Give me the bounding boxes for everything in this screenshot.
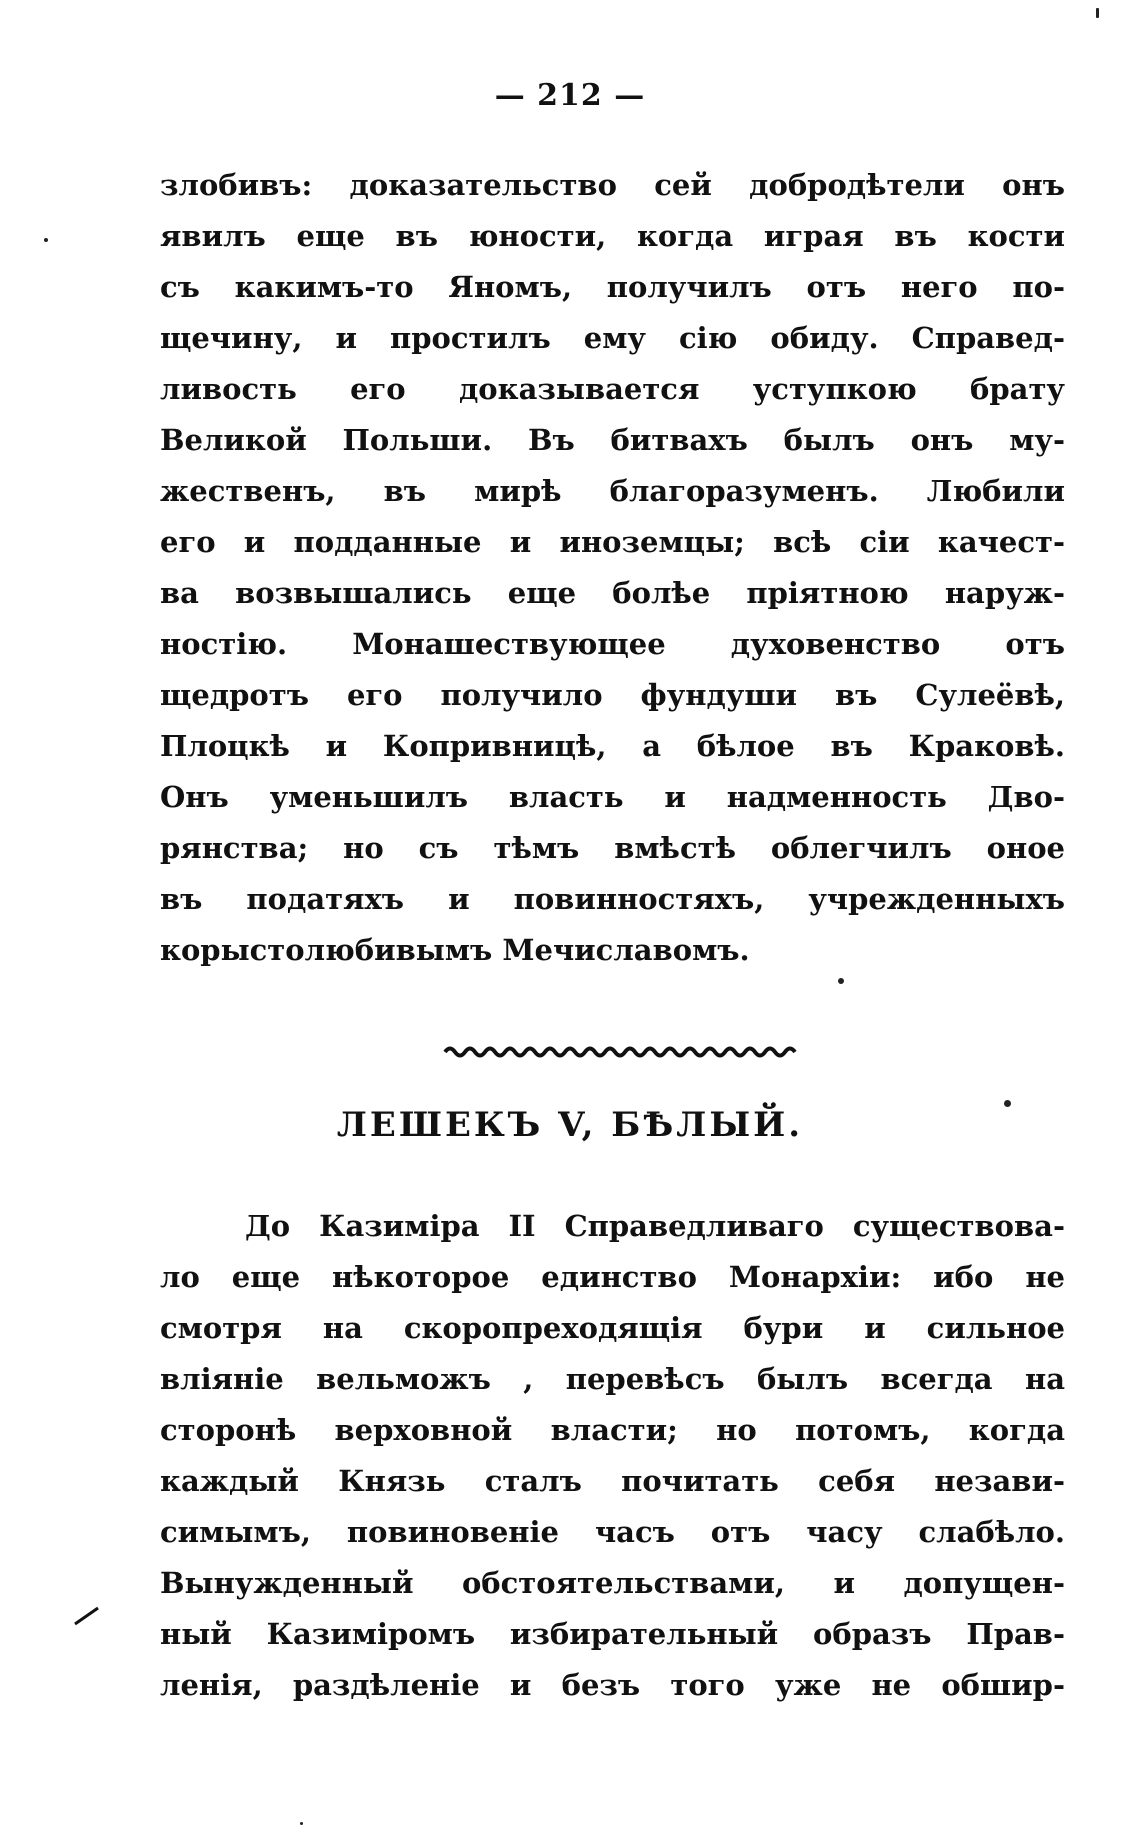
text-line: До Казиміра II Справедливаго существова- <box>245 1209 1065 1243</box>
text-line: Великой Польши. Въ битвахъ былъ онъ му- <box>160 423 1065 457</box>
text-line: жественъ, въ мирѣ благоразуменъ. Любили <box>160 474 1065 508</box>
text-line: щечину, и простилъ ему сію обиду. Справед- <box>160 321 1065 355</box>
text-line: Плоцкѣ и Копривницѣ, а бѣлое въ Краковѣ. <box>160 729 1065 763</box>
text-line: его и подданные и иноземцы; всѣ сіи качест- <box>160 525 1065 559</box>
text-line: смотря на скоропреходящія бури и сильное <box>160 1311 1065 1345</box>
scan-speck <box>44 238 48 242</box>
text-line: явилъ еще въ юности, когда играя въ кости <box>160 219 1065 253</box>
text-line: корыстолюбивымъ Мечиславомъ. <box>160 933 750 967</box>
text-line: въ податяхъ и повинностяхъ, учрежденныхъ <box>160 882 1065 916</box>
text-line: ный Казиміромъ избирательный образъ Прав- <box>160 1617 1065 1651</box>
pen-mark <box>72 1604 102 1628</box>
text-line: Онъ уменьшилъ власть и надменность Дво- <box>160 780 1065 814</box>
text-line: сторонѣ верховной власти; но потомъ, когда <box>160 1413 1065 1447</box>
scan-speck <box>1004 1100 1011 1107</box>
wavy-divider <box>440 1042 800 1062</box>
text-line: съ какимъ-то Яномъ, получилъ отъ него по- <box>160 270 1065 304</box>
text-line: каждый Князь сталъ почитать себя незави- <box>160 1464 1065 1498</box>
text-line: злобивъ: доказательство сей добродѣтели онъ <box>160 168 1065 202</box>
text-line: Вынужденный обстоятельствами, и допущен- <box>160 1566 1065 1600</box>
text-line: щедротъ его получило фундуши въ Сулеёвѣ, <box>160 678 1065 712</box>
scan-speck <box>300 1822 303 1825</box>
text-line: рянства; но съ тѣмъ вмѣстѣ облегчилъ оное <box>160 831 1065 865</box>
section-title: ЛЕШЕКЪ V, БѢЛЫЙ. <box>336 1105 804 1145</box>
text-line: ностію. Монашествующее духовенство отъ <box>160 627 1065 661</box>
text-line: ло еще нѣкоторое единство Монархіи: ибо не <box>160 1260 1065 1294</box>
text-line: ва возвышались еще болѣе пріятною наруж- <box>160 576 1065 610</box>
text-line: симымъ, повиновеніе часъ отъ часу слабѣло. <box>160 1515 1065 1549</box>
paragraph-continued <box>160 160 1065 976</box>
text-line: вліяніе вельможъ , перевѣсъ былъ всегда на <box>160 1362 1065 1396</box>
text-line: ленія, раздѣленіе и безъ того уже не обшир- <box>160 1668 1065 1702</box>
text-line: ливость его доказывается уступкою брату <box>160 372 1065 406</box>
page-number: — 212 — <box>494 78 646 113</box>
scan-speck <box>1096 8 1099 18</box>
paragraph-new-section <box>160 1201 1065 1711</box>
scan-speck <box>838 978 844 984</box>
